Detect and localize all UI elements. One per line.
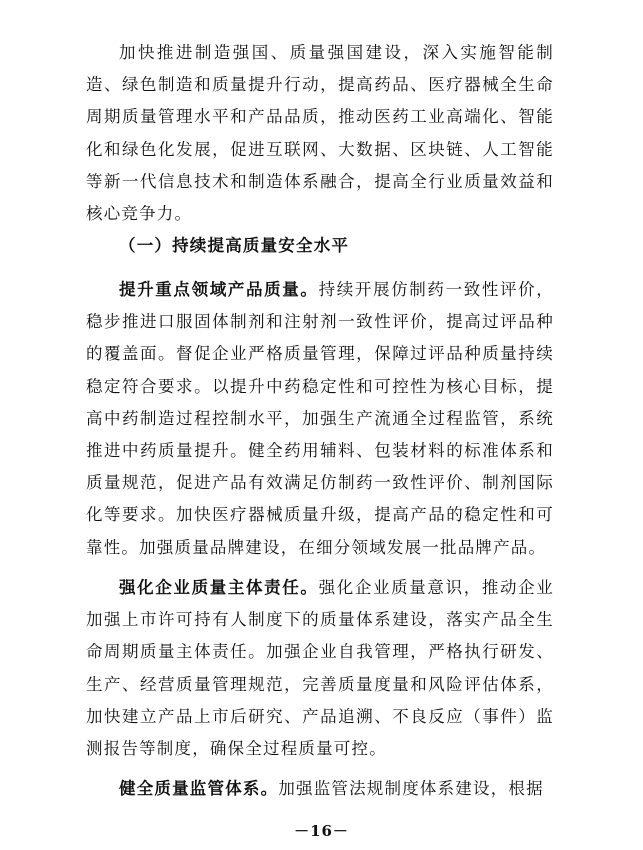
paragraph-enterprise-responsibility (86, 572, 554, 765)
section-heading-text: （一）持续提高质量安全水平 (119, 236, 350, 255)
paragraph-body: 持续开展仿制药一致性评价，稳步推进口服固体制剂和注射剂一致性评价，提高过评品种的覆盖面。督促企业严格质量管理，保障过评品种质量持续稳定符合要求。以提升中药稳定性和可控性为核心目标，提高中药制造过程控制水平，加强生产流通全过程监管，系统推进中药质量提升。健全药用辅料、包装材料的标准体系和质量规范，促进产品有效满足仿制药一致性评价、制剂国际化等要求。加快医疗器械质量升级，提高产品的稳定性和可靠性。加强质量品牌建设，在细分领域发展一批品牌产品。 (86, 280, 554, 557)
section-heading (86, 230, 554, 262)
paragraph-body: 强化企业质量意识，推动企业加强上市许可持有人制度下的质量体系建设，落实产品全生命周期质量主体责任。加强企业自我管理，严格执行研发、生产、经营质量管理规范，完善质量度量和风险评估体系，加快建立产品上市后研究、产品追溯、不良反应（事件）监测报告等制度，确保全过程质量可控。 (86, 578, 554, 759)
paragraph-lead: 健全质量监管体系。 (119, 779, 279, 798)
page-number: －16－ (294, 822, 349, 840)
paragraph-lead: 提升重点领域产品质量。 (119, 280, 319, 299)
paragraph-supervision-system (86, 773, 554, 805)
paragraph-body: 加强监管法规制度体系建设，根据 (278, 779, 544, 798)
intro-paragraph-text: 加快推进制造强国、质量强国建设，深入实施智能制造、绿色制造和质量提升行动，提高药品、医疗器械全生命周期质量管理水平和产品品质，推动医药工业高端化、智能化和绿色化发展，促进互联网、大数据、区块链、人工智能等新一代信息技术和制造体系融合，提高全行业质量效益和核心竞争力。 (86, 43, 554, 224)
intro-paragraph (86, 37, 554, 230)
paragraph-product-quality (86, 274, 554, 564)
paragraph-lead: 强化企业质量主体责任。 (119, 578, 319, 597)
